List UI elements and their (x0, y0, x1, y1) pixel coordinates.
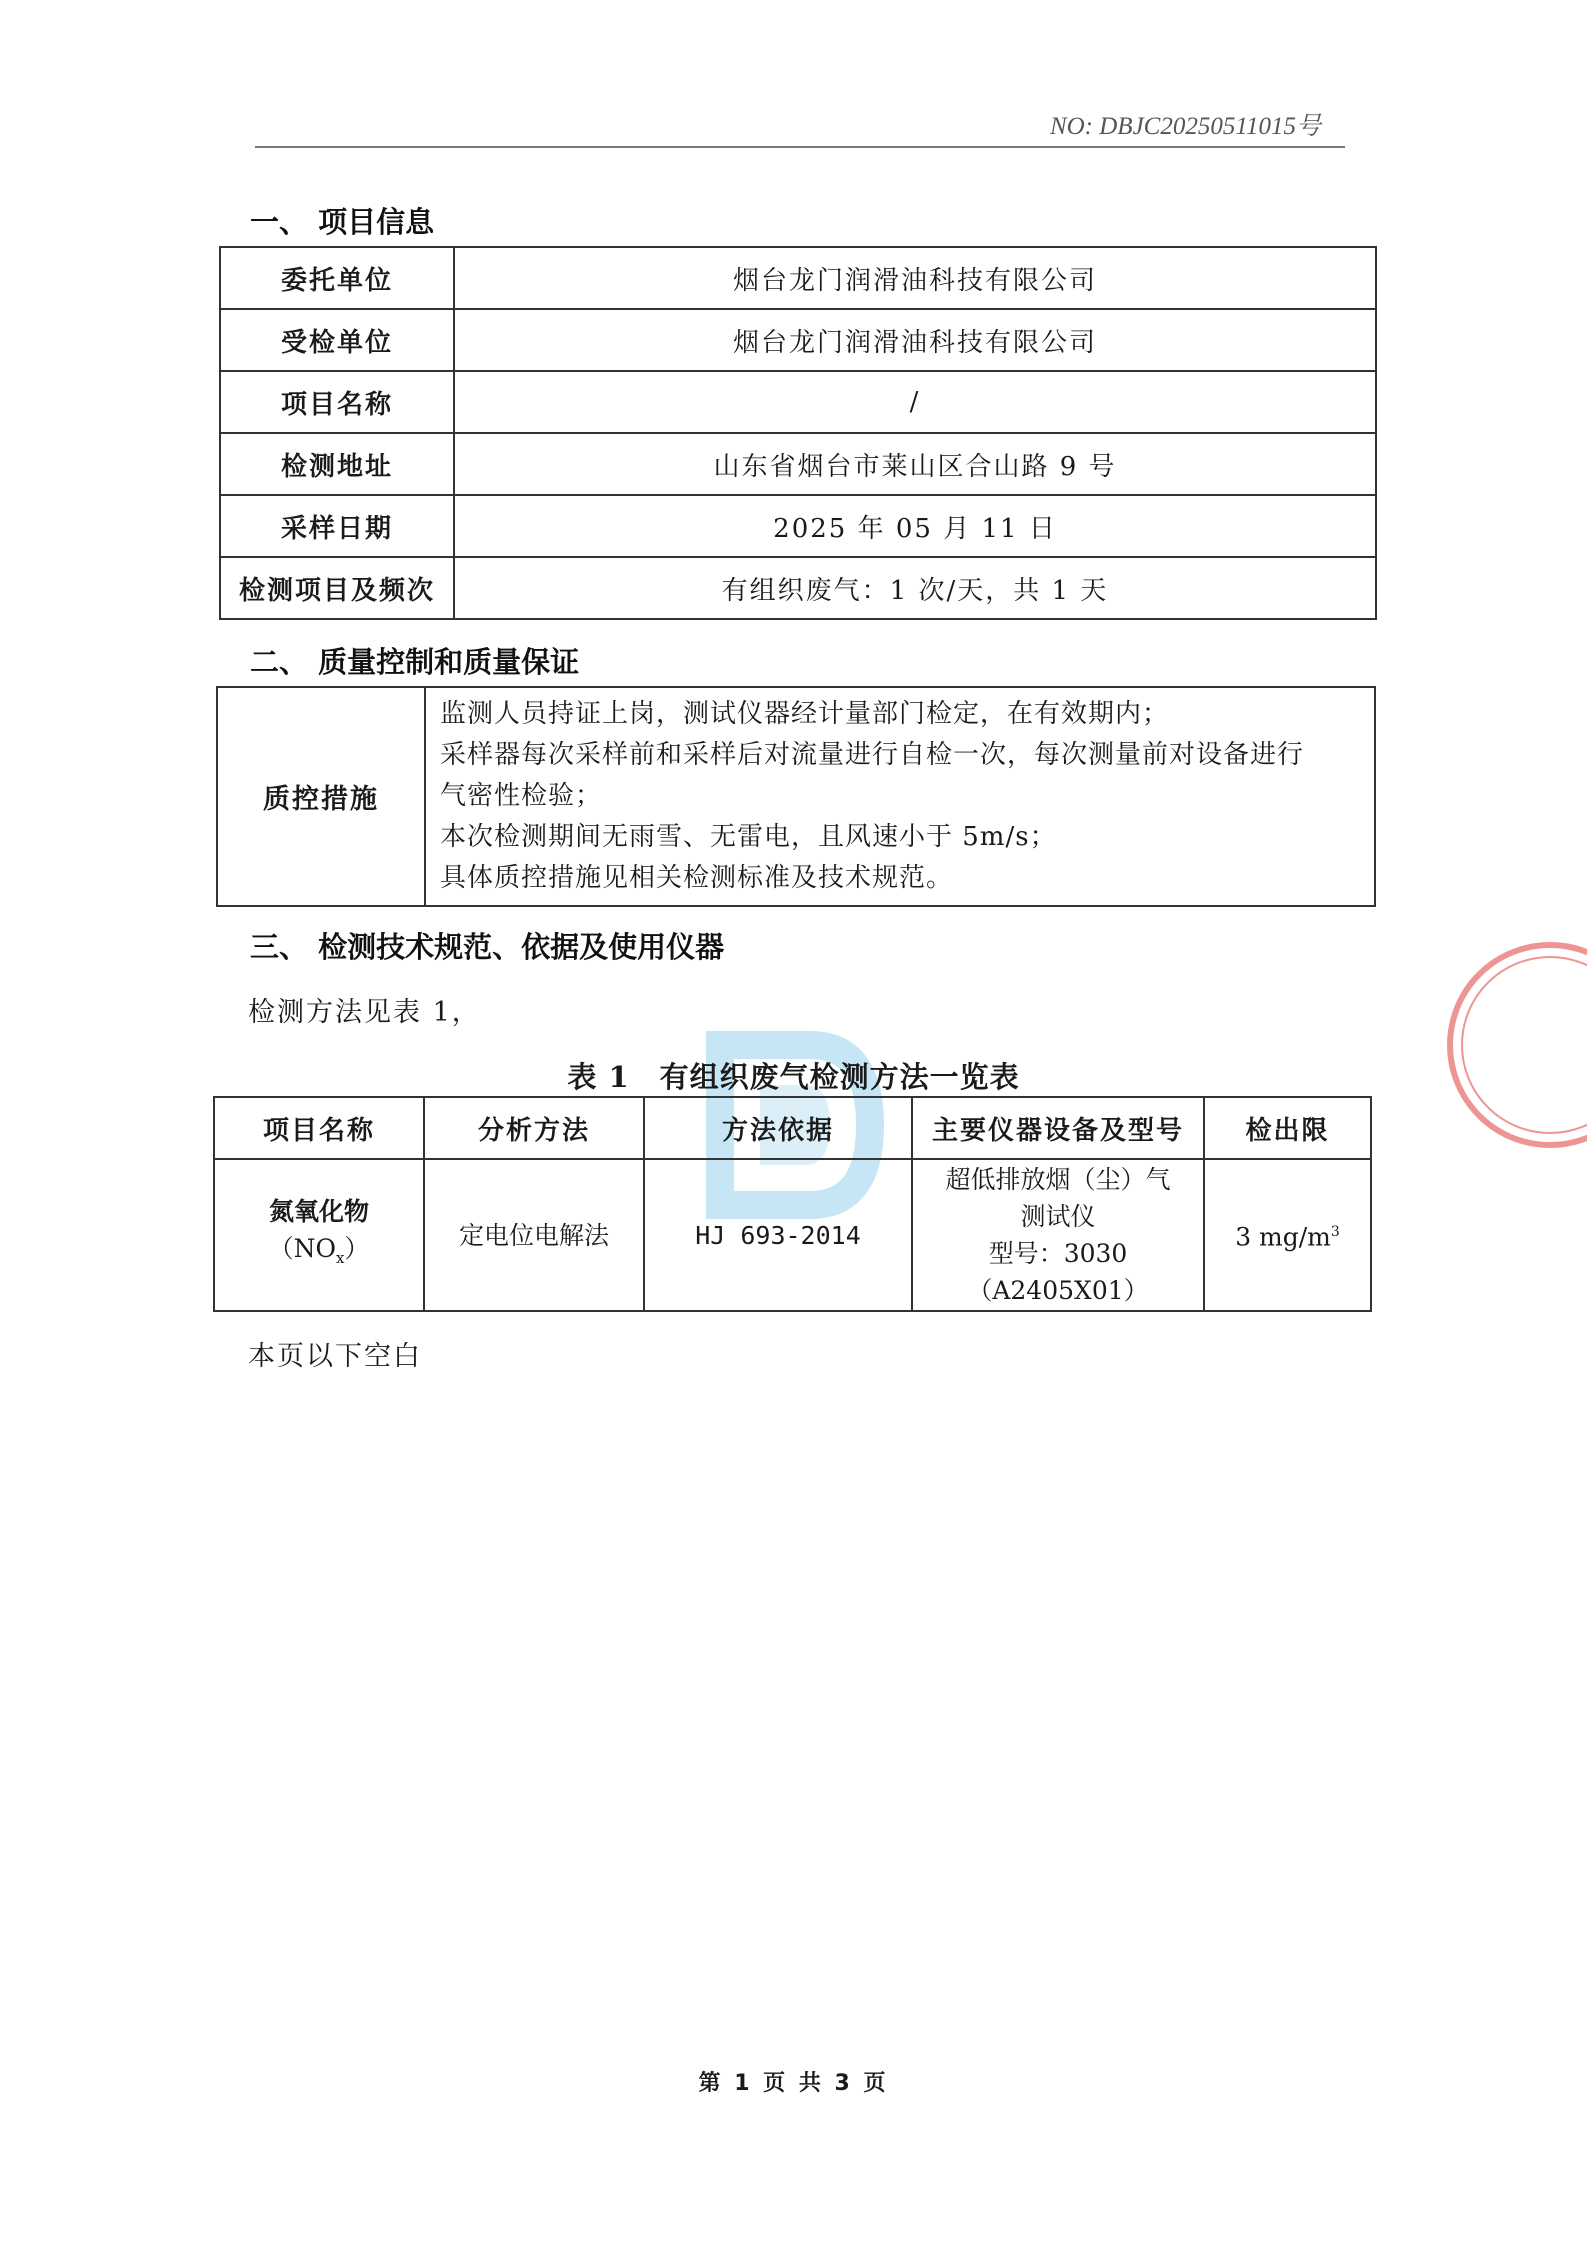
method-basis-cell: HJ 693-2014 (644, 1159, 912, 1311)
item-formula (215, 1230, 423, 1277)
section-1-title: 一、 项目信息 (250, 205, 435, 239)
blank-note: 本页以下空白 (248, 1341, 422, 1372)
table-row (220, 247, 1376, 309)
section-3-title: 三、 检测技术规范、依据及使用仪器 (250, 930, 725, 964)
table-row (220, 433, 1376, 495)
table-header-row (214, 1097, 1371, 1159)
qc-line: 采样器每次采样前和采样后对流量进行自检一次，每次测量前对设备进行 (440, 740, 1305, 770)
table-row (220, 495, 1376, 557)
item-name: 氮氧化物 (268, 1197, 369, 1226)
item-name-cell (214, 1159, 424, 1311)
qc-line: 气密性检验； (440, 781, 603, 811)
test-items-label: 检测项目及频次 (220, 557, 454, 619)
limit-base: 3 mg/m (1235, 1222, 1331, 1252)
address-value: 山东省烟台市莱山区合山路 9 号 (454, 433, 1376, 495)
equipment-line: （A2405X01） (967, 1276, 1149, 1305)
col-analysis-method: 分析方法 (424, 1097, 644, 1159)
client-value: 烟台龙门润滑油科技有限公司 (454, 247, 1376, 309)
sampling-date-label: 采样日期 (220, 495, 454, 557)
client-label: 委托单位 (220, 247, 454, 309)
inspected-unit-value: 烟台龙门润滑油科技有限公司 (454, 309, 1376, 371)
project-info-table (219, 246, 1377, 620)
qc-measures-content (425, 687, 1375, 906)
project-name-value: / (454, 371, 1376, 433)
official-seal-icon (1440, 935, 1587, 1155)
table-1-caption: 表 1 有组织废气检测方法一览表 (567, 1060, 1020, 1094)
table-row (214, 1159, 1371, 1311)
equipment-line: 测试仪 (1020, 1202, 1096, 1231)
sampling-date-value: 2025 年 05 月 11 日 (454, 495, 1376, 557)
detection-limit-cell (1204, 1159, 1371, 1311)
equipment-line: 超低排放烟（尘）气 (945, 1165, 1171, 1194)
section-2-title: 二、 质量控制和质量保证 (250, 645, 580, 679)
analysis-method-cell: 定电位电解法 (424, 1159, 644, 1311)
col-detection-limit: 检出限 (1204, 1097, 1371, 1159)
qc-line: 具体质控措施见相关检测标准及技术规范。 (440, 863, 954, 893)
quality-control-table (216, 686, 1376, 907)
table-row (220, 371, 1376, 433)
formula-base: （NO (268, 1234, 336, 1263)
formula-end: ） (344, 1234, 370, 1263)
col-item-name: 项目名称 (214, 1097, 424, 1159)
header-rule (255, 146, 1345, 148)
table-row (220, 557, 1376, 619)
table-row (220, 309, 1376, 371)
qc-line: 本次检测期间无雨雪、无雷电，且风速小于 5m/s； (440, 822, 1057, 852)
method-intro: 检测方法见表 1， (248, 997, 481, 1028)
equipment-line: 型号：3030 (988, 1239, 1128, 1268)
method-table (213, 1096, 1372, 1312)
project-name-label: 项目名称 (220, 371, 454, 433)
col-method-basis: 方法依据 (644, 1097, 912, 1159)
document-number: NO: DBJC20250511015号 (1049, 113, 1321, 140)
col-equipment: 主要仪器设备及型号 (912, 1097, 1204, 1159)
qc-line: 监测人员持证上岗，测试仪器经计量部门检定，在有效期内； (440, 699, 1170, 729)
equipment-cell (912, 1159, 1204, 1311)
inspected-unit-label: 受检单位 (220, 309, 454, 371)
limit-sup: 3 (1330, 1224, 1340, 1241)
table-row (217, 687, 1375, 906)
formula-sub: x (335, 1249, 345, 1267)
test-items-value: 有组织废气：1 次/天，共 1 天 (454, 557, 1376, 619)
page-footer: 第 1 页 共 3 页 (698, 2071, 889, 2096)
address-label: 检测地址 (220, 433, 454, 495)
qc-measures-label: 质控措施 (217, 687, 425, 906)
